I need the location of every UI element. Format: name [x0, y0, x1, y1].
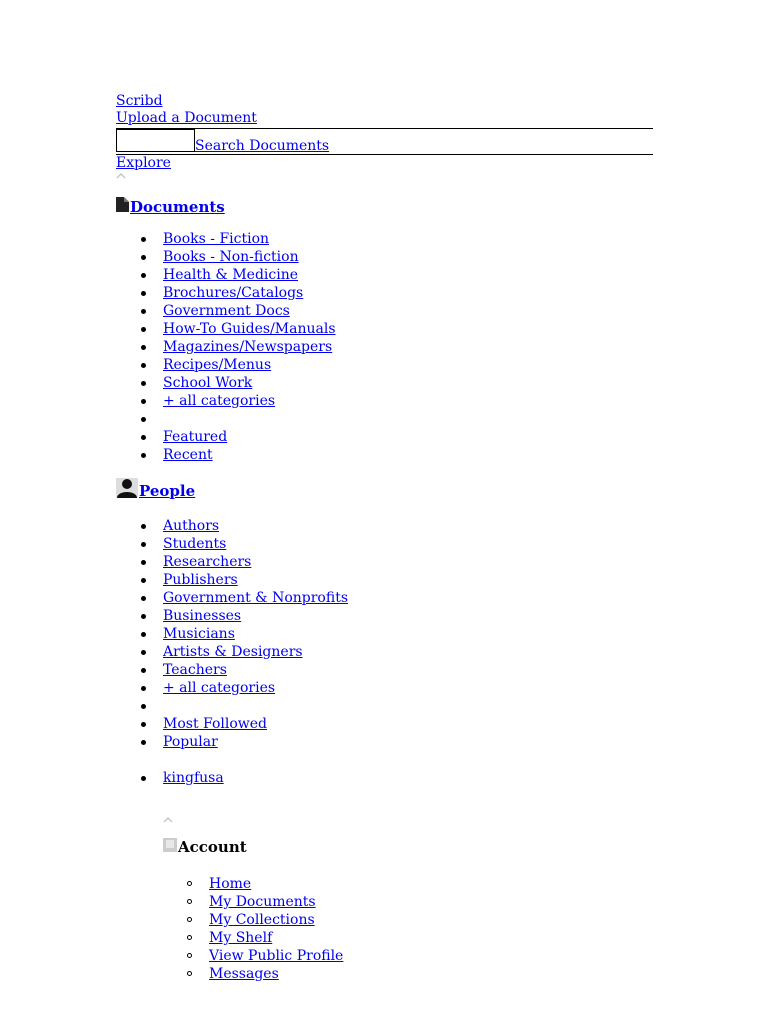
- document-icon: [116, 195, 129, 219]
- avatar: [163, 838, 177, 856]
- category-link[interactable]: Magazines/Newspapers: [163, 339, 333, 355]
- list-item: [163, 661, 653, 679]
- list-item: [163, 428, 653, 446]
- all-categories-link[interactable]: + all categories: [163, 680, 276, 696]
- list-item: [163, 643, 653, 661]
- popular-link[interactable]: Popular: [163, 734, 218, 750]
- list-item: [163, 284, 653, 302]
- list-item: [163, 338, 653, 356]
- list-item: [163, 392, 653, 410]
- list-item: [163, 679, 653, 697]
- list-item: [163, 356, 653, 374]
- documents-category-list: [116, 230, 653, 464]
- list-item: [163, 715, 653, 733]
- list-item: [163, 266, 653, 284]
- user-menu: [116, 769, 653, 787]
- list-item: [163, 733, 653, 751]
- username-link[interactable]: kingfusa: [163, 770, 224, 786]
- category-link[interactable]: Books - Non-fiction: [163, 249, 299, 265]
- category-link[interactable]: Recipes/Menus: [163, 357, 272, 373]
- list-item: [163, 374, 653, 392]
- list-item-empty: [163, 697, 653, 715]
- scribd-home-link[interactable]: Scribd: [116, 93, 163, 109]
- upload-document-link[interactable]: Upload a Document: [116, 110, 257, 126]
- category-link[interactable]: Artists & Designers: [163, 644, 303, 660]
- list-item: [163, 625, 653, 643]
- category-link[interactable]: Brochures/Catalogs: [163, 285, 304, 301]
- list-item: [163, 446, 653, 464]
- person-icon: [116, 478, 138, 505]
- list-item: [163, 589, 653, 607]
- list-item: [209, 965, 709, 983]
- list-item: [209, 911, 709, 929]
- account-section-header: [163, 837, 247, 857]
- people-link[interactable]: People: [139, 482, 196, 500]
- list-item: [163, 517, 653, 535]
- documents-link[interactable]: Documents: [130, 198, 225, 216]
- featured-link[interactable]: Featured: [163, 429, 228, 445]
- list-item: [209, 947, 709, 965]
- category-link[interactable]: Books - Fiction: [163, 231, 270, 247]
- all-categories-link[interactable]: + all categories: [163, 393, 276, 409]
- caret-up-icon: [163, 811, 173, 827]
- list-item: [163, 571, 653, 589]
- account-menu-list: [116, 875, 709, 983]
- list-item-empty: [163, 410, 653, 428]
- search-bar: [116, 128, 653, 155]
- list-item: [163, 320, 653, 338]
- my-collections-link[interactable]: My Collections: [209, 912, 315, 928]
- category-link[interactable]: Musicians: [163, 626, 235, 642]
- list-item: [163, 769, 653, 787]
- people-section-header: [116, 479, 653, 503]
- most-followed-link[interactable]: Most Followed: [163, 716, 268, 732]
- explore-link[interactable]: Explore: [116, 155, 171, 171]
- category-link[interactable]: Teachers: [163, 662, 227, 678]
- list-item: [163, 607, 653, 625]
- search-input[interactable]: [116, 129, 195, 152]
- category-link[interactable]: Businesses: [163, 608, 242, 624]
- category-link[interactable]: School Work: [163, 375, 253, 391]
- list-item: [163, 535, 653, 553]
- caret-up-icon: [116, 172, 126, 180]
- list-item: [163, 230, 653, 248]
- documents-section-header: [116, 195, 653, 219]
- category-link[interactable]: Health & Medicine: [163, 267, 299, 283]
- category-link[interactable]: Researchers: [163, 554, 252, 570]
- list-item: [209, 893, 709, 911]
- list-item: [163, 553, 653, 571]
- recent-link[interactable]: Recent: [163, 447, 213, 463]
- search-documents-button[interactable]: Search Documents: [195, 138, 330, 154]
- list-item: [209, 929, 709, 947]
- list-item: [209, 875, 709, 893]
- view-public-profile-link[interactable]: View Public Profile: [209, 948, 344, 964]
- category-link[interactable]: Government Docs: [163, 303, 290, 319]
- category-link[interactable]: How-To Guides/Manuals: [163, 321, 336, 337]
- page-content: [116, 93, 653, 787]
- list-item: [163, 302, 653, 320]
- my-documents-link[interactable]: My Documents: [209, 894, 316, 910]
- category-link[interactable]: Publishers: [163, 572, 238, 588]
- messages-link[interactable]: Messages: [209, 966, 279, 982]
- account-title: Account: [178, 838, 247, 856]
- my-shelf-link[interactable]: My Shelf: [209, 930, 273, 946]
- category-link[interactable]: Students: [163, 536, 227, 552]
- list-item: [163, 248, 653, 266]
- category-link[interactable]: Authors: [163, 518, 220, 534]
- category-link[interactable]: Government & Nonprofits: [163, 590, 349, 606]
- people-category-list: [116, 517, 653, 751]
- account-home-link[interactable]: Home: [209, 876, 252, 892]
